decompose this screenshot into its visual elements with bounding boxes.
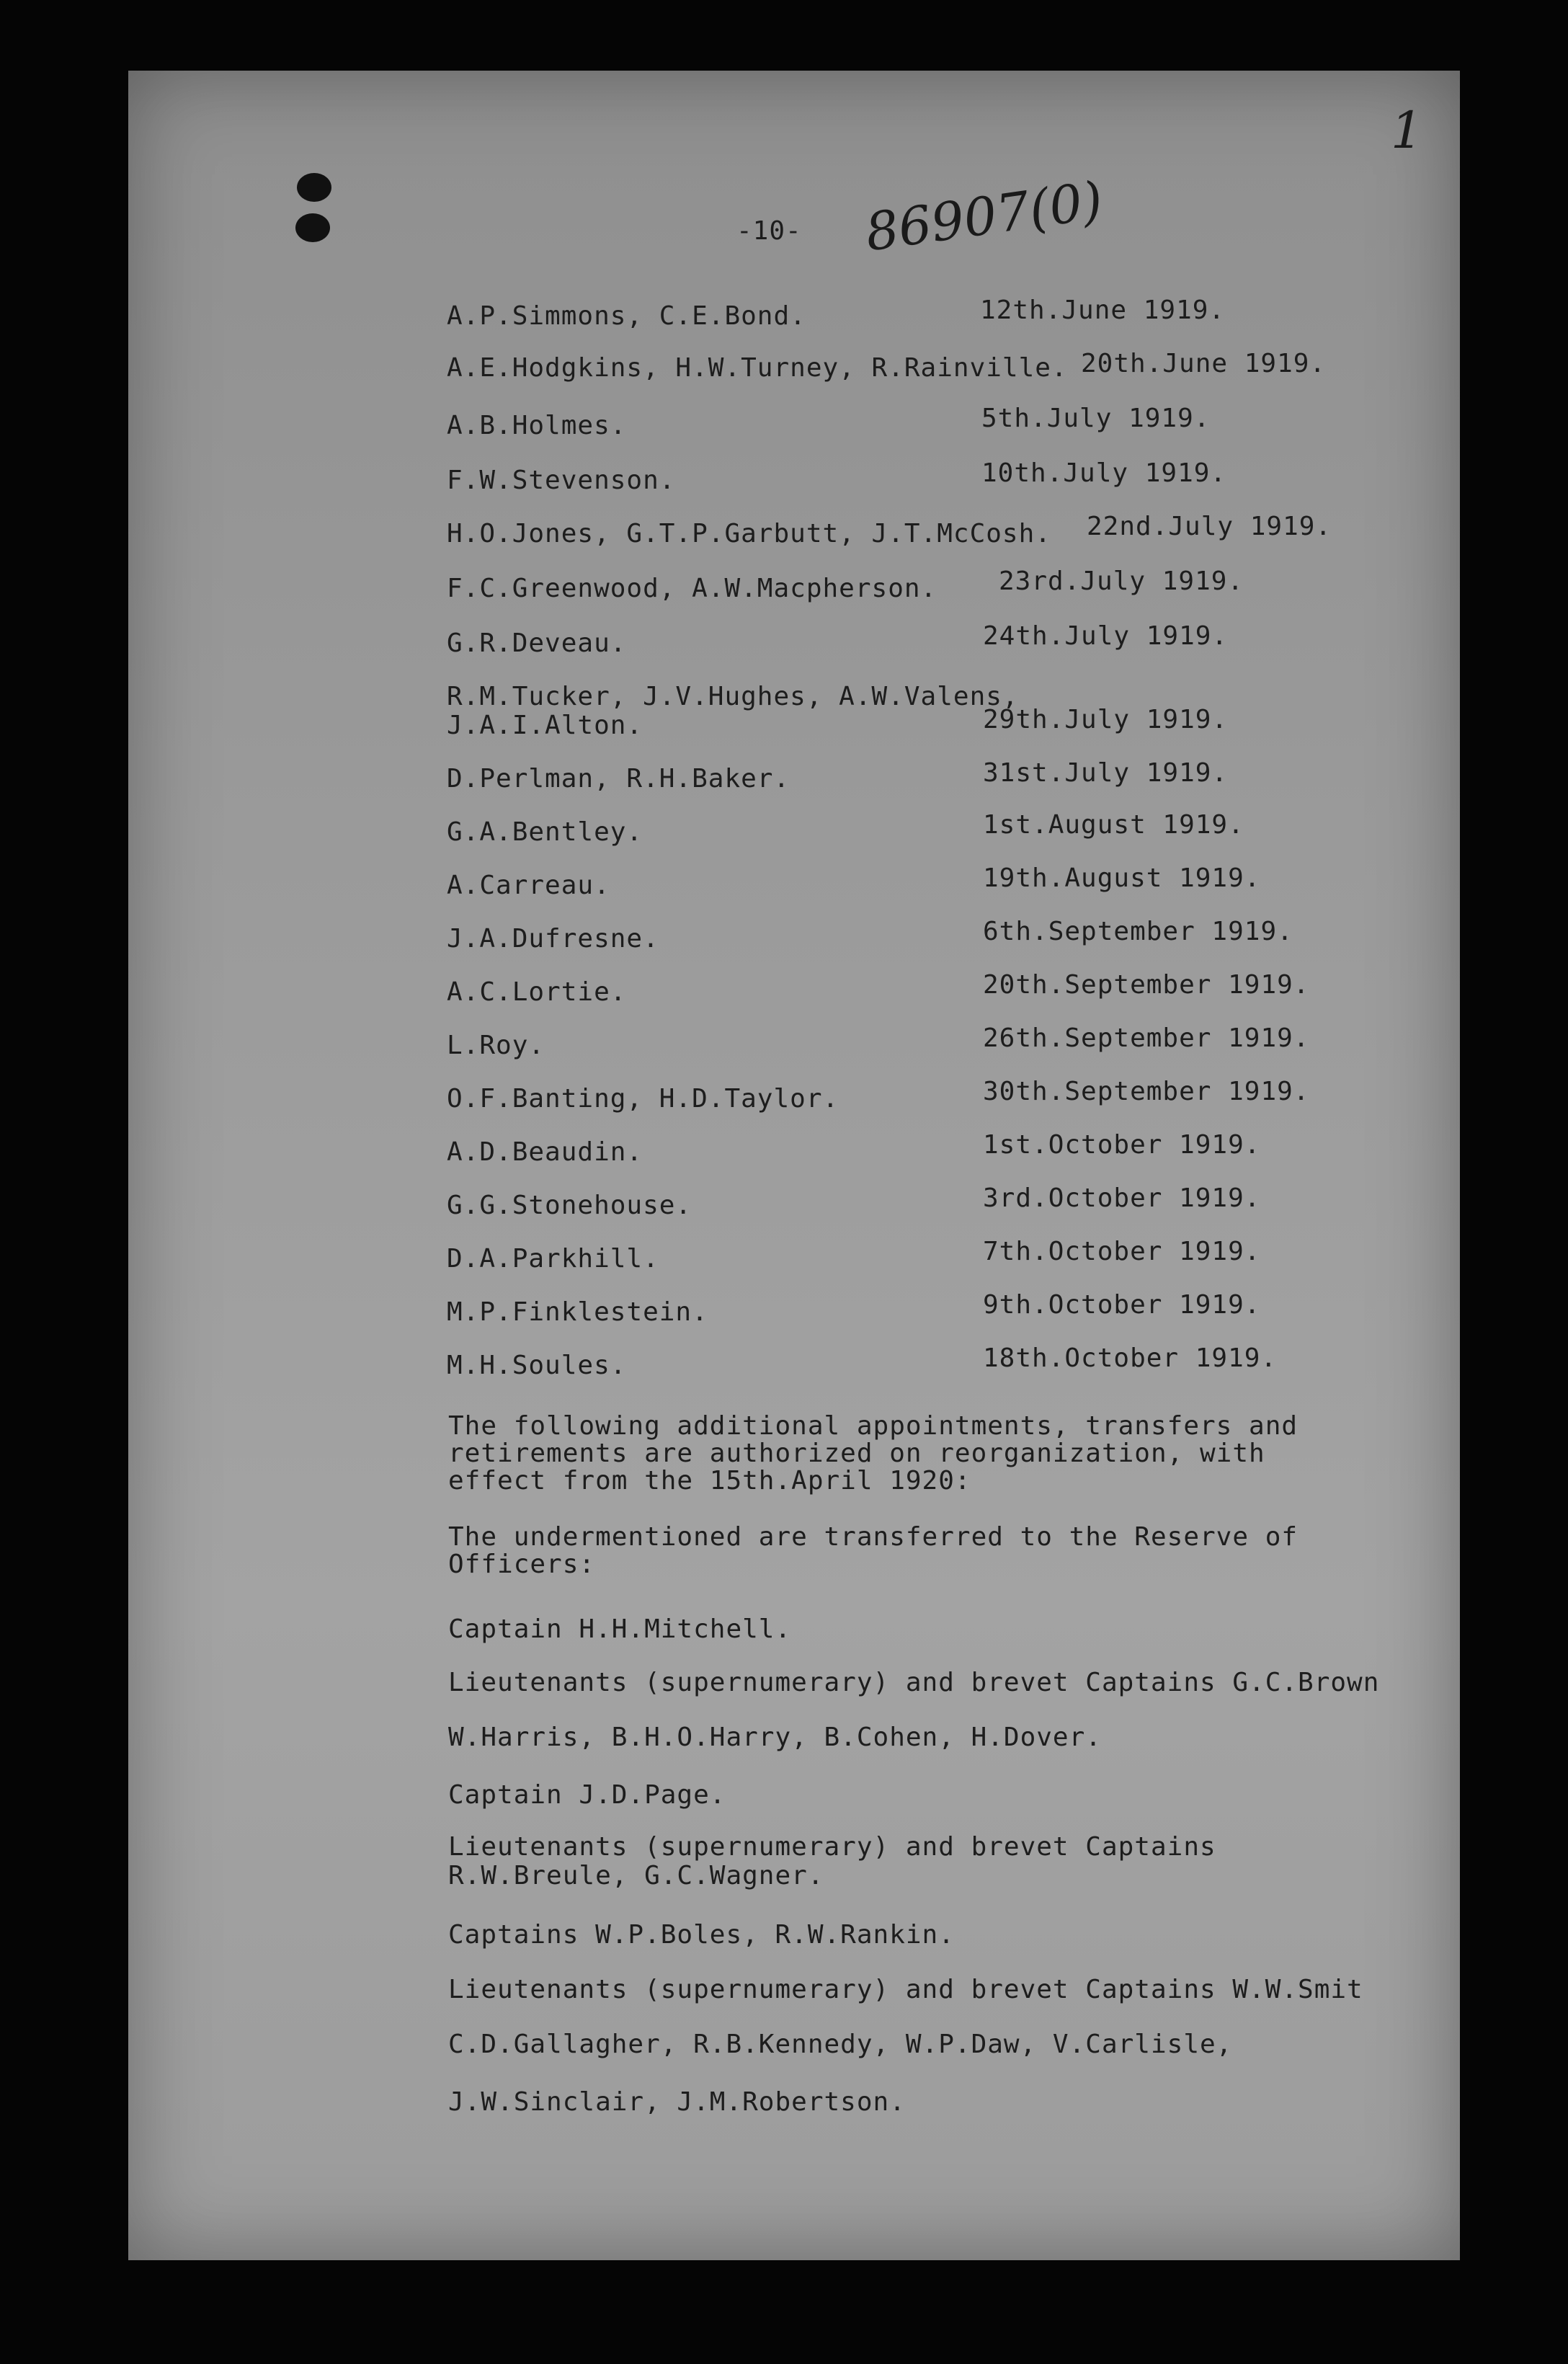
entry-date: 12th.June 1919. xyxy=(980,296,1226,325)
entry-date: 1st.October 1919. xyxy=(983,1130,1261,1160)
entry-date: 23rd.July 1919. xyxy=(999,566,1244,596)
entry-names: H.O.Jones, G.T.P.Garbutt, J.T.McCosh. xyxy=(447,519,1051,548)
entry-date: 5th.July 1919. xyxy=(981,404,1211,433)
entry-date: 19th.August 1919. xyxy=(983,863,1261,893)
officer-line: Lieutenants (supernumerary) and brevet Captains W.W.Smit xyxy=(448,1975,1363,2004)
entry-date: 6th.September 1919. xyxy=(983,917,1293,946)
officer-line: W.Harris, B.H.O.Harry, B.Cohen, H.Dover. xyxy=(448,1723,1102,1752)
entry-names: F.C.Greenwood, A.W.Macpherson. xyxy=(447,574,937,603)
entry-date: 22nd.July 1919. xyxy=(1087,512,1332,541)
punch-hole-top xyxy=(297,173,331,202)
entry-date: 18th.October 1919. xyxy=(983,1343,1278,1373)
entry-date: 24th.July 1919. xyxy=(983,621,1229,651)
entry-names: O.F.Banting, H.D.Taylor. xyxy=(447,1084,839,1114)
paragraph-line: The undermentioned are transferred to the Reserve of xyxy=(448,1522,1298,1552)
entry-names: R.M.Tucker, J.V.Hughes, A.W.Valens, xyxy=(447,682,1019,711)
entry-date: 9th.October 1919. xyxy=(983,1290,1261,1320)
entry-names: M.H.Soules. xyxy=(447,1351,627,1380)
entry-names: A.E.Hodgkins, H.W.Turney, R.Rainville. xyxy=(447,353,1068,383)
entry-date: 30th.September 1919. xyxy=(983,1077,1310,1106)
entry-date: 7th.October 1919. xyxy=(983,1237,1261,1266)
entry-names: A.P.Simmons, C.E.Bond. xyxy=(447,301,806,331)
entry-names: D.Perlman, R.H.Baker. xyxy=(447,764,790,794)
entry-names: A.C.Lortie. xyxy=(447,977,627,1007)
entry-date: 20th.September 1919. xyxy=(983,970,1310,1000)
entry-date: 3rd.October 1919. xyxy=(983,1183,1261,1213)
entry-names: M.P.Finklestein. xyxy=(447,1297,708,1327)
paragraph-line: effect from the 15th.April 1920: xyxy=(448,1466,971,1496)
entry-names: A.B.Holmes. xyxy=(447,411,627,440)
entry-date: 10th.July 1919. xyxy=(981,458,1227,488)
entry-date: 1st.August 1919. xyxy=(983,810,1244,840)
officer-line: Lieutenants (supernumerary) and brevet Captains xyxy=(448,1832,1216,1862)
entry-names: G.R.Deveau. xyxy=(447,628,627,658)
entry-date: 29th.July 1919. xyxy=(983,705,1229,734)
entry-names: G.G.Stonehouse. xyxy=(447,1191,692,1220)
entry-names: A.D.Beaudin. xyxy=(447,1137,643,1167)
entry-names: J.A.Dufresne. xyxy=(447,924,659,954)
officer-line: Captain J.D.Page. xyxy=(448,1780,726,1810)
paragraph-line: The following additional appointments, transfers and xyxy=(448,1411,1298,1441)
punch-hole-bottom xyxy=(295,213,330,242)
entry-names: L.Roy. xyxy=(447,1031,545,1060)
entry-names-continued: J.A.I.Alton. xyxy=(447,711,643,740)
officer-line: Lieutenants (supernumerary) and brevet Captains G.C.Brown xyxy=(448,1668,1380,1697)
entry-names: A.Carreau. xyxy=(447,871,610,900)
officer-line: C.D.Gallagher, R.B.Kennedy, W.P.Daw, V.Carlisle, xyxy=(448,2030,1233,2059)
handwritten-reference: 86907(0) xyxy=(861,169,1107,263)
officer-line: J.W.Sinclair, J.M.Robertson. xyxy=(448,2087,906,2117)
officer-line: R.W.Breule, G.C.Wagner. xyxy=(448,1861,824,1890)
entry-names: D.A.Parkhill. xyxy=(447,1244,659,1274)
handwritten-corner-mark: 1 xyxy=(1391,101,1423,160)
paragraph-line: Officers: xyxy=(448,1550,596,1579)
officer-line: Captain H.H.Mitchell. xyxy=(448,1614,792,1644)
entry-date: 26th.September 1919. xyxy=(983,1023,1310,1053)
entry-date: 31st.July 1919. xyxy=(983,758,1229,788)
page-number: -10- xyxy=(736,216,802,246)
entry-date: 20th.June 1919. xyxy=(1081,349,1327,378)
entry-names: G.A.Bentley. xyxy=(447,817,643,847)
officer-line: Captains W.P.Boles, R.W.Rankin. xyxy=(448,1920,955,1950)
paragraph-line: retirements are authorized on reorganization, with xyxy=(448,1439,1265,1468)
entry-names: F.W.Stevenson. xyxy=(447,466,676,495)
